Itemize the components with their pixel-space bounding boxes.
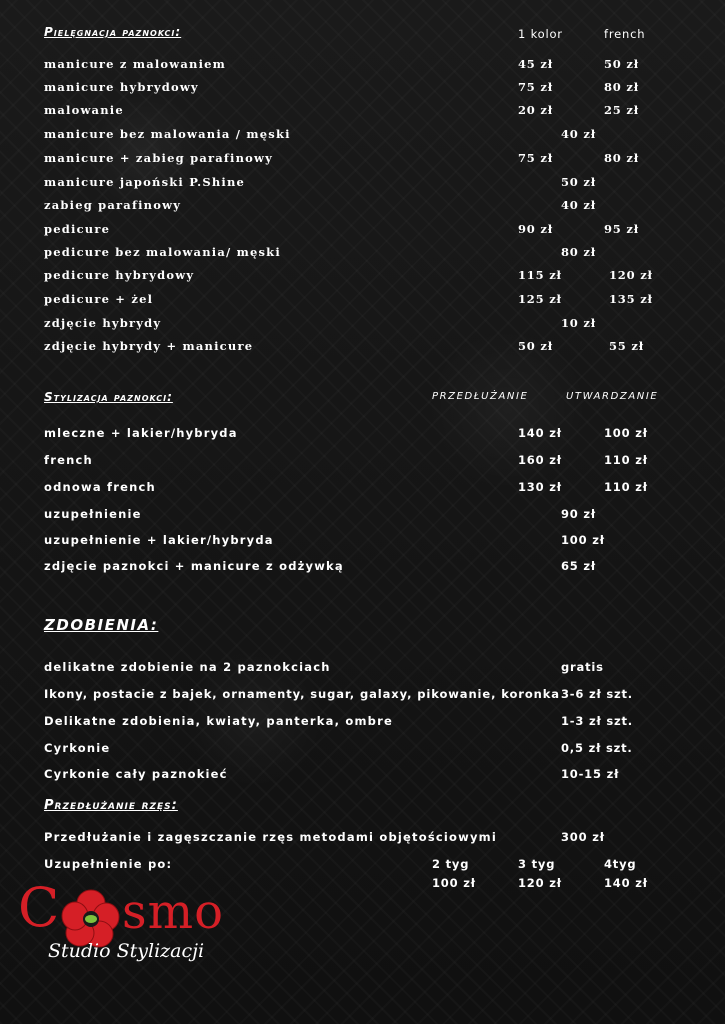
service-name: Cyrkonie cały paznokieć xyxy=(44,767,228,781)
logo-tagline: Studio Stylizacji xyxy=(48,940,205,962)
service-name: Ikony, postacie z bajek, ornamenty, sugar, galaxy, pikowanie, koronka xyxy=(44,687,560,701)
service-name: manicure bez malowania / męski xyxy=(44,127,291,141)
service-name: zdjęcie paznokci + manicure z odżywką xyxy=(44,559,344,573)
service-name: manicure + zabieg parafinowy xyxy=(44,151,274,165)
price-1-kolor: 45 zł xyxy=(518,57,553,71)
price-single: 0,5 zł szt. xyxy=(561,741,633,755)
price-single: 300 zł xyxy=(561,830,605,844)
price-1-kolor: 115 zł xyxy=(518,268,562,282)
price-1-kolor: 125 zł xyxy=(518,292,562,306)
price-1-kolor: 75 zł xyxy=(518,151,553,165)
price-1-kolor: 75 zł xyxy=(518,80,553,94)
service-name: french xyxy=(44,453,93,467)
price-single: 80 zł xyxy=(561,245,596,259)
logo-word-smo: smo xyxy=(122,884,225,940)
price-french: 55 zł xyxy=(609,339,644,353)
price-1-kolor: 50 zł xyxy=(518,339,553,353)
column-header-1-kolor: 1 kolor xyxy=(518,27,563,41)
column-header-french: french xyxy=(604,27,646,41)
service-name: Przedłużanie i zagęszczanie rzęs metodami objętościowymi xyxy=(44,830,497,844)
price-french: 95 zł xyxy=(604,222,639,236)
column-header-utwardzanie: UTWARDZANIE xyxy=(566,391,659,402)
price-single: 90 zł xyxy=(561,507,596,521)
price-french: 135 zł xyxy=(609,292,653,306)
service-name: manicure hybrydowy xyxy=(44,80,199,94)
price-single: 10 zł xyxy=(561,316,596,330)
refill-price: 120 zł xyxy=(518,876,562,890)
price-single: 40 zł xyxy=(561,198,596,212)
refill-price: 100 zł xyxy=(432,876,476,890)
price-1-kolor: 90 zł xyxy=(518,222,553,236)
service-name: zdjęcie hybrydy xyxy=(44,316,162,330)
service-name: Uzupełnienie po: xyxy=(44,857,173,871)
service-name: malowanie xyxy=(44,103,124,117)
price-1-kolor: 20 zł xyxy=(518,103,553,117)
price-utwardzanie: 100 zł xyxy=(604,426,648,440)
section-title-zdobienia: ZDOBIENIA: xyxy=(44,616,159,634)
price-single: 10-15 zł xyxy=(561,767,620,781)
service-name: mleczne + lakier/hybryda xyxy=(44,426,238,440)
price-french: 80 zł xyxy=(604,80,639,94)
price-french: 50 zł xyxy=(604,57,639,71)
service-name: zabieg parafinowy xyxy=(44,198,182,212)
service-name: Cyrkonie xyxy=(44,741,111,755)
section-title-przedluzanie-rzes: Przedłużanie rzęs: xyxy=(44,798,178,813)
price-utwardzanie: 110 zł xyxy=(604,453,648,467)
service-name: pedicure hybrydowy xyxy=(44,268,195,282)
price-single: 1-3 zł szt. xyxy=(561,714,633,728)
logo-letter-c: C xyxy=(18,876,60,939)
service-name: Delikatne zdobienia, kwiaty, panterka, ombre xyxy=(44,714,393,728)
service-name: zdjęcie hybrydy + manicure xyxy=(44,339,254,353)
service-name: pedicure bez malowania/ męski xyxy=(44,245,281,259)
refill-period-label: 3 tyg xyxy=(518,857,556,871)
service-name: uzupełnienie + lakier/hybryda xyxy=(44,533,274,547)
price-przedluzanie: 130 zł xyxy=(518,480,562,494)
price-single: 65 zł xyxy=(561,559,596,573)
refill-period-label: 2 tyg xyxy=(432,857,470,871)
price-single: 40 zł xyxy=(561,127,596,141)
service-name: pedicure xyxy=(44,222,111,236)
refill-period-label: 4tyg xyxy=(604,857,637,871)
service-name: manicure z malowaniem xyxy=(44,57,227,71)
section-title-pielegnacja: Pielęgnacja paznokci: xyxy=(44,25,182,39)
price-utwardzanie: 110 zł xyxy=(604,480,648,494)
price-przedluzanie: 160 zł xyxy=(518,453,562,467)
price-single: 3-6 zł szt. xyxy=(561,687,633,701)
column-header-przedluzanie: PRZEDŁUŻANIE xyxy=(432,391,529,402)
price-przedluzanie: 140 zł xyxy=(518,426,562,440)
service-name: delikatne zdobienie na 2 paznokciach xyxy=(44,660,331,674)
price-single: gratis xyxy=(561,660,604,674)
cosmo-logo xyxy=(18,878,258,978)
service-name: uzupełnienie xyxy=(44,507,142,521)
service-name: pedicure + żel xyxy=(44,292,154,306)
service-name: manicure japoński P.Shine xyxy=(44,175,246,189)
price-french: 120 zł xyxy=(609,268,653,282)
section-title-stylizacja: Stylizacja paznokci: xyxy=(44,390,173,404)
price-french: 80 zł xyxy=(604,151,639,165)
price-french: 25 zł xyxy=(604,103,639,117)
price-single: 50 zł xyxy=(561,175,596,189)
service-name: odnowa french xyxy=(44,480,156,494)
price-single: 100 zł xyxy=(561,533,605,547)
refill-price: 140 zł xyxy=(604,876,648,890)
